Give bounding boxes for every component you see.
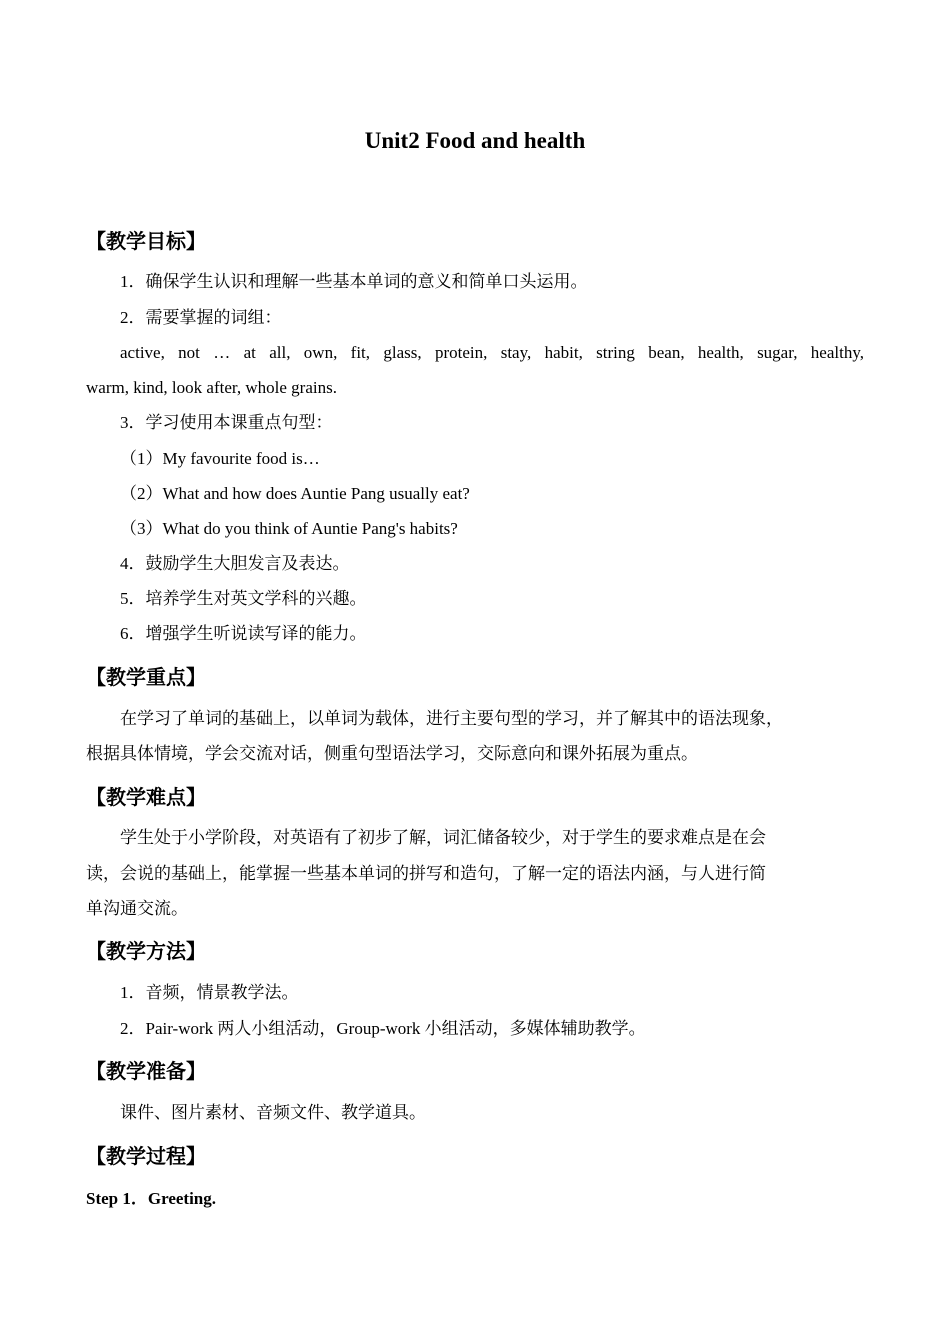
objective-item-1: 1．确保学生认识和理解一些基本单词的意义和简单口头运用。 bbox=[120, 272, 588, 291]
difficulties-line-3: 单沟通交流。 bbox=[86, 899, 188, 918]
sentence-pattern-3: （3）What do you think of Auntie Pang's habits? bbox=[120, 519, 458, 538]
step-1-heading: Step 1．Greeting. bbox=[86, 1189, 217, 1208]
preparation-text: 课件、图片素材、音频文件、教学道具。 bbox=[120, 1103, 426, 1122]
objective-item-3: 3．学习使用本课重点句型： bbox=[120, 413, 333, 432]
sentence-pattern-1: （1）My favourite food is… bbox=[120, 449, 320, 468]
difficulties-line-2: 读，会说的基础上，能掌握一些基本单词的拼写和造句，了解一定的语法内涵，与人进行简 bbox=[86, 864, 766, 883]
vocabulary-line-1: active, not … at all, own, fit, glass, protein, stay, habit, string bean, health, sugar, healthy, bbox=[120, 343, 864, 362]
section-heading-difficulties: 【教学难点】 bbox=[86, 787, 206, 809]
section-heading-process: 【教学过程】 bbox=[86, 1146, 206, 1168]
objective-item-4: 4．鼓励学生大胆发言及表达。 bbox=[120, 554, 350, 573]
objective-item-5: 5．培养学生对英文学科的兴趣。 bbox=[120, 589, 367, 608]
section-heading-preparation: 【教学准备】 bbox=[86, 1061, 206, 1083]
section-heading-key-points: 【教学重点】 bbox=[86, 667, 206, 689]
method-item-2: 2．Pair-work 两人小组活动，Group-work 小组活动，多媒体辅助教学。 bbox=[120, 1019, 646, 1038]
vocabulary-line-2: warm, kind, look after, whole grains. bbox=[86, 378, 337, 397]
objective-item-2: 2．需要掌握的词组： bbox=[120, 308, 282, 327]
key-points-line-1: 在学习了单词的基础上，以单词为载体，进行主要句型的学习，并了解其中的语法现象， bbox=[120, 709, 783, 728]
method-item-1: 1．音频，情景教学法。 bbox=[120, 983, 299, 1002]
section-heading-objectives: 【教学目标】 bbox=[86, 231, 206, 253]
sentence-pattern-2: （2）What and how does Auntie Pang usually eat? bbox=[120, 484, 470, 503]
objective-item-6: 6．增强学生听说读写译的能力。 bbox=[120, 624, 367, 643]
difficulties-line-1: 学生处于小学阶段，对英语有了初步了解，词汇储备较少，对于学生的要求难点是在会 bbox=[120, 828, 766, 847]
key-points-line-2: 根据具体情境，学会交流对话，侧重句型语法学习，交际意向和课外拓展为重点。 bbox=[86, 744, 698, 763]
section-heading-methods: 【教学方法】 bbox=[86, 941, 206, 963]
document-title: Unit2 Food and health bbox=[364, 128, 586, 153]
